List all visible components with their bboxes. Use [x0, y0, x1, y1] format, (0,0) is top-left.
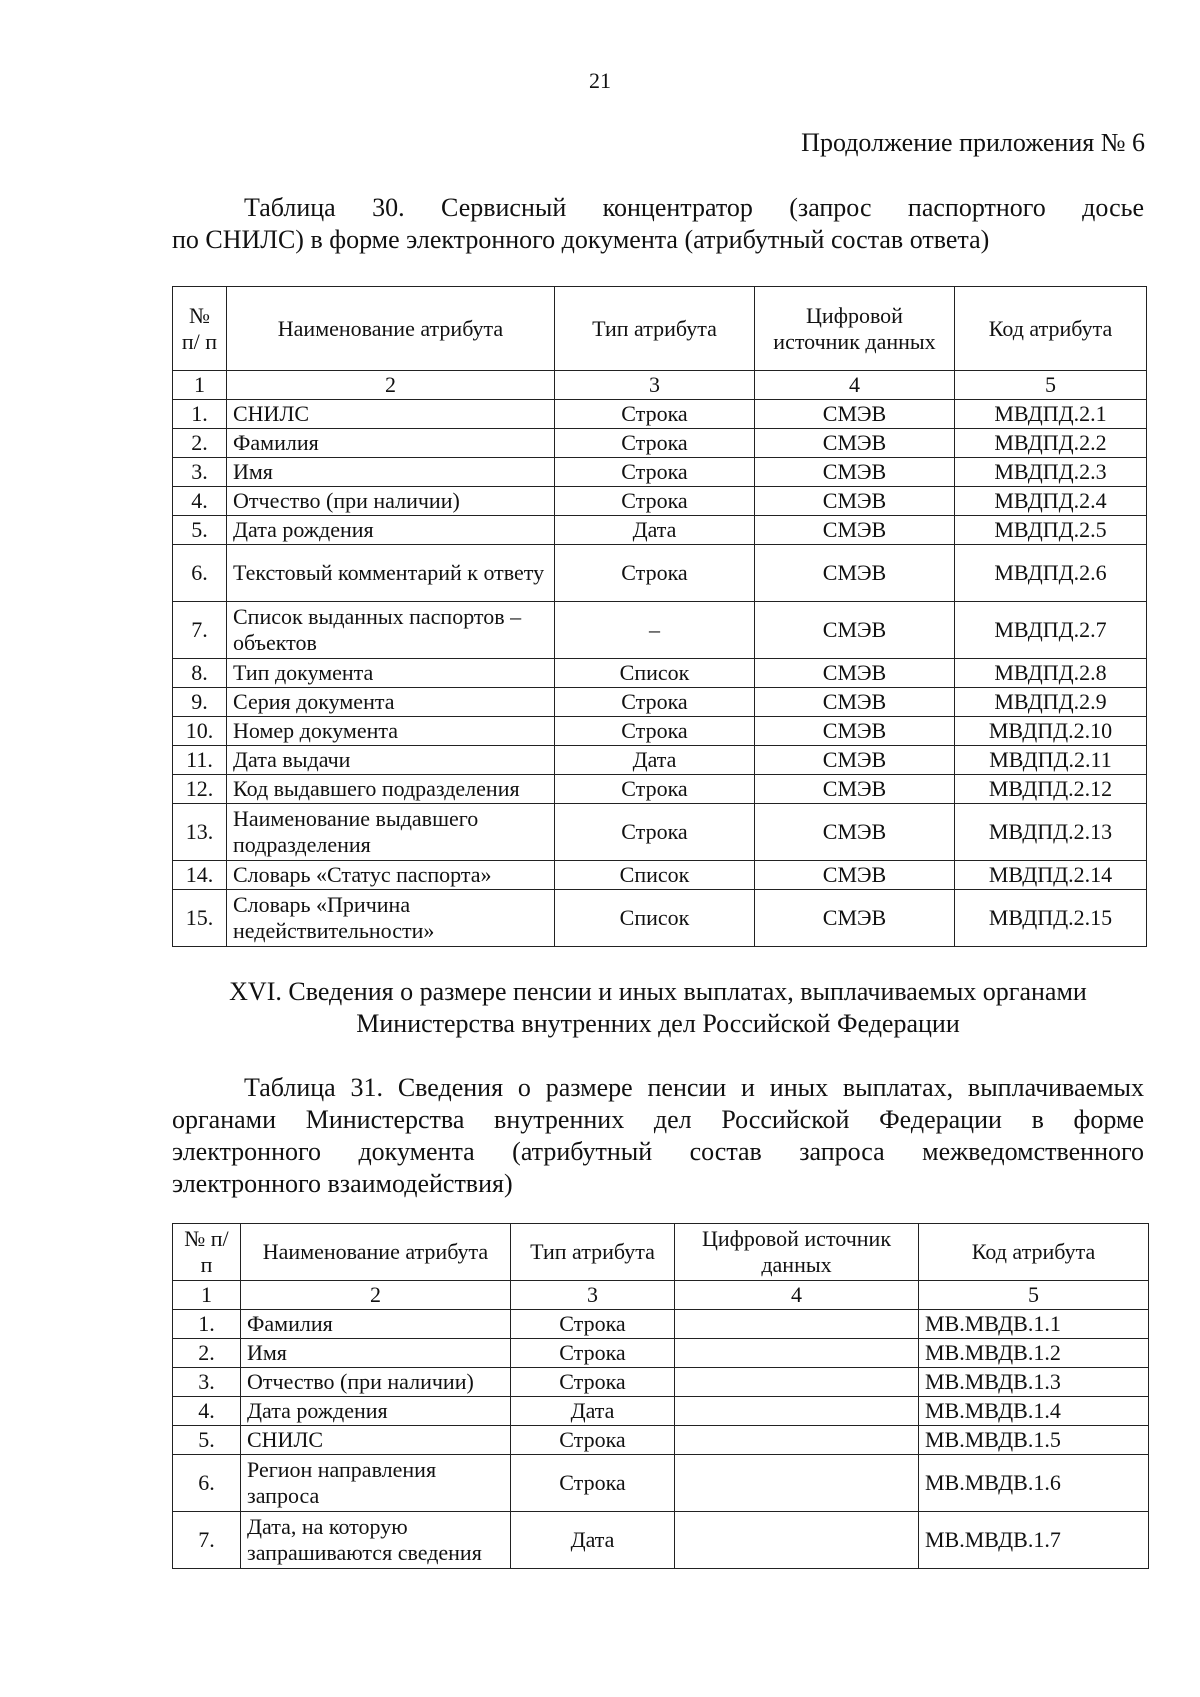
- cell-source: СМЭВ: [755, 602, 955, 659]
- cell-source: СМЭВ: [755, 804, 955, 861]
- cell-num: 1.: [173, 1310, 241, 1339]
- cell-code: МВ.МВДВ.1.1: [919, 1310, 1149, 1339]
- cell-num: 2.: [173, 429, 227, 458]
- cell-name: Фамилия: [241, 1310, 511, 1339]
- cell-type: Строка: [511, 1310, 675, 1339]
- cell-source: СМЭВ: [755, 487, 955, 516]
- cell-type: –: [555, 602, 755, 659]
- cell-code: МВ.МВДВ.1.6: [919, 1455, 1149, 1512]
- table30-header-num: № п/ п: [173, 287, 227, 371]
- table-row: [173, 458, 1147, 487]
- table-row: [173, 775, 1147, 804]
- cell-name: Отчество (при наличии): [241, 1368, 511, 1397]
- cell-name: Серия документа: [227, 688, 555, 717]
- cell-type: Строка: [555, 487, 755, 516]
- cell-type: Дата: [511, 1397, 675, 1426]
- cell-num: 7.: [173, 1512, 241, 1569]
- table30-colnum: 1: [173, 371, 227, 400]
- table31-caption: [172, 1072, 1144, 1200]
- cell-name: Отчество (при наличии): [227, 487, 555, 516]
- table31-header-code: Код атрибута: [919, 1224, 1149, 1281]
- cell-code: МВДПД.2.4: [955, 487, 1147, 516]
- cell-type: Дата: [555, 516, 755, 545]
- cell-num: 8.: [173, 659, 227, 688]
- cell-source: [675, 1310, 919, 1339]
- table31-header-num: № п/п: [173, 1224, 241, 1281]
- table31-caption-line2: органами Министерства внутренних дел Российской Федерации в форме: [172, 1105, 1144, 1134]
- cell-name: Номер документа: [227, 717, 555, 746]
- table-row: [173, 1368, 1149, 1397]
- cell-code: МВДПД.2.2: [955, 429, 1147, 458]
- cell-source: СМЭВ: [755, 688, 955, 717]
- table31-colnum-row: [173, 1281, 1149, 1310]
- cell-source: СМЭВ: [755, 746, 955, 775]
- cell-name: Словарь «Статус паспорта»: [227, 861, 555, 890]
- cell-name: Фамилия: [227, 429, 555, 458]
- table30: [172, 286, 1147, 947]
- cell-code: МВДПД.2.13: [955, 804, 1147, 861]
- cell-type: Строка: [555, 429, 755, 458]
- table-row: [173, 746, 1147, 775]
- cell-code: МВ.МВДВ.1.7: [919, 1512, 1149, 1569]
- table31-caption-line4: электронного взаимодействия): [172, 1169, 513, 1198]
- table-row: [173, 890, 1147, 947]
- table31-header-row: [173, 1224, 1149, 1281]
- cell-code: МВДПД.2.9: [955, 688, 1147, 717]
- cell-type: Строка: [511, 1339, 675, 1368]
- cell-code: МВДПД.2.1: [955, 400, 1147, 429]
- cell-code: МВДПД.2.12: [955, 775, 1147, 804]
- table30-header-name: Наименование атрибута: [227, 287, 555, 371]
- cell-type: Строка: [511, 1455, 675, 1512]
- cell-source: СМЭВ: [755, 861, 955, 890]
- table30-header-code: Код атрибута: [955, 287, 1147, 371]
- table-row: [173, 659, 1147, 688]
- table-row: [173, 429, 1147, 458]
- table-row: [173, 804, 1147, 861]
- table30-caption-line2: по СНИЛС) в форме электронного документа (атрибутный состав ответа): [172, 225, 990, 254]
- cell-num: 6.: [173, 1455, 241, 1512]
- cell-num: 13.: [173, 804, 227, 861]
- cell-source: СМЭВ: [755, 516, 955, 545]
- cell-num: 7.: [173, 602, 227, 659]
- cell-name: Дата рождения: [227, 516, 555, 545]
- cell-type: Список: [555, 861, 755, 890]
- table30-caption: [172, 192, 1144, 256]
- table31-header-type: Тип атрибута: [511, 1224, 675, 1281]
- cell-source: СМЭВ: [755, 659, 955, 688]
- table31-colnum: 3: [511, 1281, 675, 1310]
- cell-source: СМЭВ: [755, 458, 955, 487]
- cell-num: 4.: [173, 487, 227, 516]
- cell-code: МВДПД.2.8: [955, 659, 1147, 688]
- cell-name: Наименование выдавшего подразделения: [227, 804, 555, 861]
- table-row: [173, 1310, 1149, 1339]
- cell-source: СМЭВ: [755, 717, 955, 746]
- cell-type: Строка: [555, 545, 755, 602]
- table30-caption-line1: Таблица 30. Сервисный концентратор (запрос паспортного досье: [244, 193, 1144, 222]
- cell-num: 12.: [173, 775, 227, 804]
- cell-code: МВДПД.2.6: [955, 545, 1147, 602]
- table-row: [173, 1512, 1149, 1569]
- cell-code: МВДПД.2.15: [955, 890, 1147, 947]
- cell-name: Имя: [227, 458, 555, 487]
- cell-type: Дата: [555, 746, 755, 775]
- cell-source: [675, 1397, 919, 1426]
- table30-header-source: Цифровой источник данных: [755, 287, 955, 371]
- cell-type: Дата: [511, 1512, 675, 1569]
- table-row: [173, 545, 1147, 602]
- table30-colnum: 3: [555, 371, 755, 400]
- cell-name: Текстовый комментарий к ответу: [227, 545, 555, 602]
- cell-num: 3.: [173, 1368, 241, 1397]
- table30-header-type: Тип атрибута: [555, 287, 755, 371]
- cell-name: Дата выдачи: [227, 746, 555, 775]
- cell-source: [675, 1455, 919, 1512]
- table-row: [173, 1397, 1149, 1426]
- table30-colnum: 2: [227, 371, 555, 400]
- section-title-line1: XVI. Сведения о размере пенсии и иных выплатах, выплачиваемых органами: [229, 977, 1087, 1006]
- cell-num: 11.: [173, 746, 227, 775]
- cell-num: 10.: [173, 717, 227, 746]
- cell-code: МВДПД.2.14: [955, 861, 1147, 890]
- cell-source: СМЭВ: [755, 429, 955, 458]
- cell-code: МВ.МВДВ.1.2: [919, 1339, 1149, 1368]
- cell-source: СМЭВ: [755, 545, 955, 602]
- cell-source: СМЭВ: [755, 890, 955, 947]
- cell-type: Строка: [555, 775, 755, 804]
- table-row: [173, 487, 1147, 516]
- cell-num: 9.: [173, 688, 227, 717]
- cell-type: Строка: [511, 1426, 675, 1455]
- cell-source: [675, 1339, 919, 1368]
- table31-header-name: Наименование атрибута: [241, 1224, 511, 1281]
- table-row: [173, 1455, 1149, 1512]
- cell-code: МВДПД.2.10: [955, 717, 1147, 746]
- cell-source: [675, 1512, 919, 1569]
- cell-num: 2.: [173, 1339, 241, 1368]
- page-number: 21: [589, 68, 611, 93]
- section-title: [172, 976, 1144, 1040]
- cell-num: 5.: [173, 1426, 241, 1455]
- cell-code: МВДПД.2.7: [955, 602, 1147, 659]
- table30-header-row: [173, 287, 1147, 371]
- cell-num: 14.: [173, 861, 227, 890]
- cell-code: МВ.МВДВ.1.3: [919, 1368, 1149, 1397]
- cell-name: Список выданных паспортов – объектов: [227, 602, 555, 659]
- cell-num: 15.: [173, 890, 227, 947]
- cell-num: 3.: [173, 458, 227, 487]
- table31-colnum: 1: [173, 1281, 241, 1310]
- cell-code: МВ.МВДВ.1.4: [919, 1397, 1149, 1426]
- cell-source: СМЭВ: [755, 775, 955, 804]
- cell-num: 4.: [173, 1397, 241, 1426]
- table-row: [173, 516, 1147, 545]
- cell-source: [675, 1426, 919, 1455]
- table31-colnum: 2: [241, 1281, 511, 1310]
- cell-type: Строка: [555, 688, 755, 717]
- cell-name: Тип документа: [227, 659, 555, 688]
- table31-colnum: 5: [919, 1281, 1149, 1310]
- cell-type: Строка: [511, 1368, 675, 1397]
- cell-name: Регион направления запроса: [241, 1455, 511, 1512]
- cell-code: МВ.МВДВ.1.5: [919, 1426, 1149, 1455]
- cell-name: Имя: [241, 1339, 511, 1368]
- table-row: [173, 688, 1147, 717]
- cell-type: Строка: [555, 804, 755, 861]
- table30-colnum: 5: [955, 371, 1147, 400]
- table31: [172, 1223, 1149, 1569]
- cell-source: СМЭВ: [755, 400, 955, 429]
- table31-header-source: Цифровой источник данных: [675, 1224, 919, 1281]
- table-row: [173, 717, 1147, 746]
- table30-colnum-row: [173, 371, 1147, 400]
- table-row: [173, 1426, 1149, 1455]
- cell-code: МВДПД.2.11: [955, 746, 1147, 775]
- table31-caption-line1: Таблица 31. Сведения о размере пенсии и иных выплатах, выплачиваемых: [244, 1073, 1144, 1102]
- cell-name: Дата рождения: [241, 1397, 511, 1426]
- table30-colnum: 4: [755, 371, 955, 400]
- table-row: [173, 602, 1147, 659]
- cell-code: МВДПД.2.3: [955, 458, 1147, 487]
- cell-type: Строка: [555, 717, 755, 746]
- cell-type: Список: [555, 659, 755, 688]
- cell-name: Дата, на которую запрашиваются сведения: [241, 1512, 511, 1569]
- cell-name: Код выдавшего подразделения: [227, 775, 555, 804]
- cell-source: [675, 1368, 919, 1397]
- cell-type: Строка: [555, 400, 755, 429]
- cell-num: 1.: [173, 400, 227, 429]
- table-row: [173, 400, 1147, 429]
- cell-num: 6.: [173, 545, 227, 602]
- cell-code: МВДПД.2.5: [955, 516, 1147, 545]
- cell-type: Строка: [555, 458, 755, 487]
- table31-colnum: 4: [675, 1281, 919, 1310]
- table31-caption-line3: электронного документа (атрибутный состав запроса межведомственного: [172, 1137, 1144, 1166]
- table-row: [173, 861, 1147, 890]
- cell-type: Список: [555, 890, 755, 947]
- cell-num: 5.: [173, 516, 227, 545]
- cell-name: СНИЛС: [241, 1426, 511, 1455]
- appendix-note: Продолжение приложения № 6: [801, 128, 1145, 157]
- section-title-line2: Министерства внутренних дел Российской Федерации: [356, 1009, 960, 1038]
- cell-name: СНИЛС: [227, 400, 555, 429]
- table-row: [173, 1339, 1149, 1368]
- cell-name: Словарь «Причина недействительности»: [227, 890, 555, 947]
